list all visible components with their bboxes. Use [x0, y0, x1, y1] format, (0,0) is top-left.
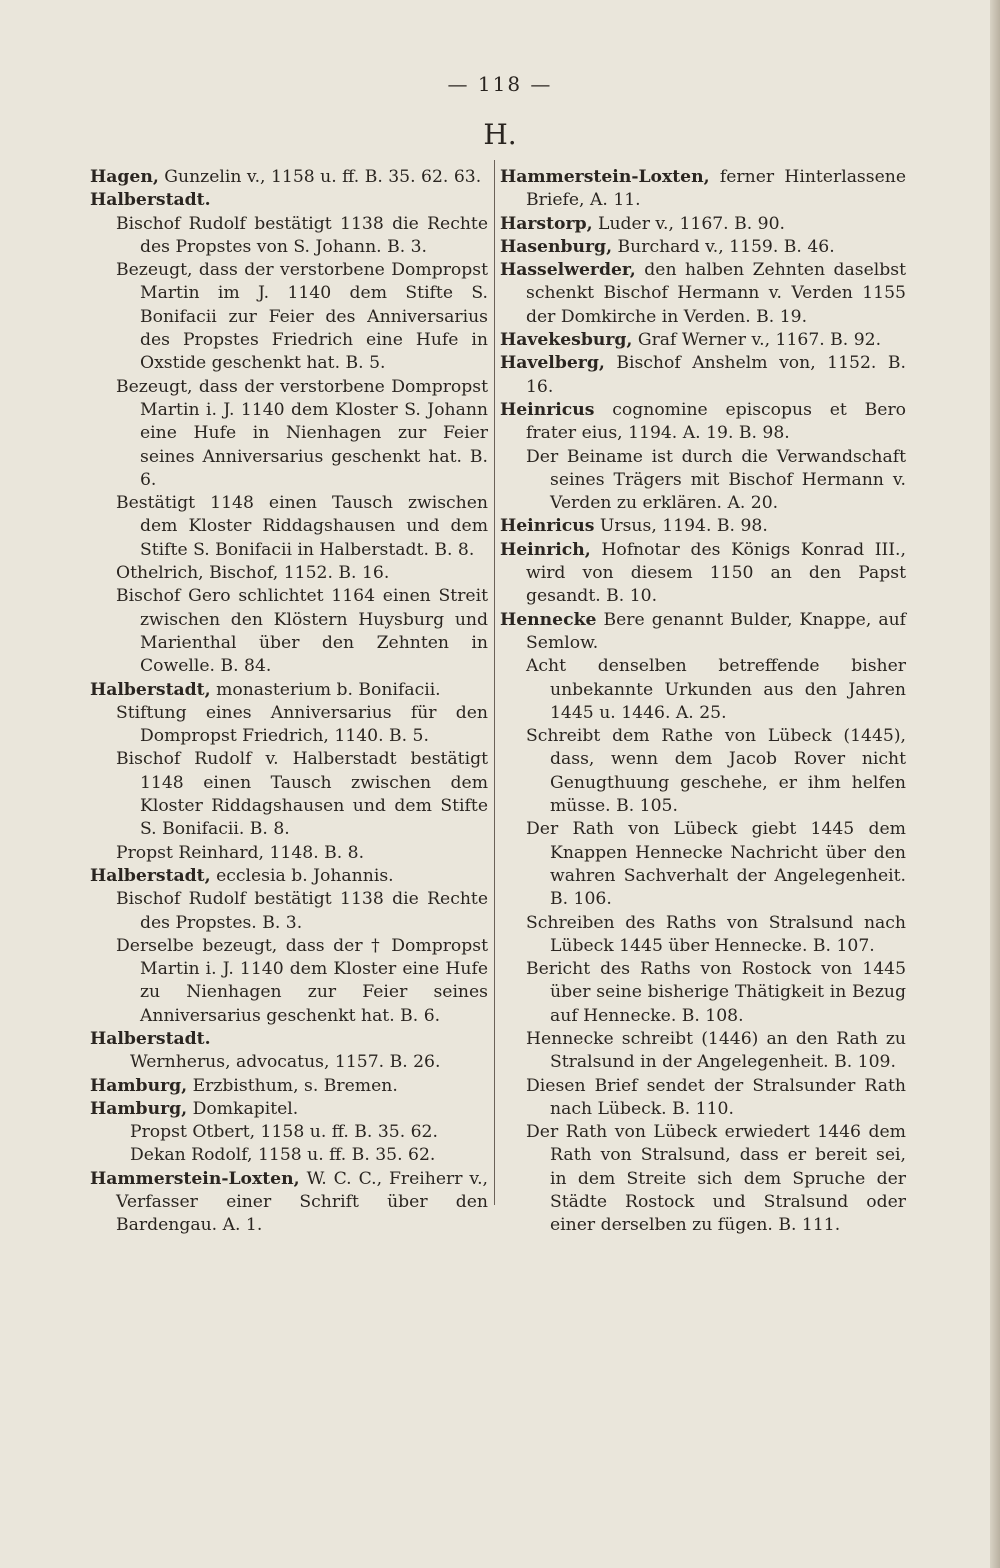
entry-headword: Heinricus: [500, 399, 595, 420]
index-entry: [90, 1098, 488, 1121]
section-letter: H.: [483, 118, 517, 151]
entry-headword: Havekesburg,: [500, 330, 633, 351]
entry-text: Bischof Rudolf bestätigt 1138 die Rechte des Propstes von S. Johann. B. 3.: [116, 213, 488, 257]
index-entry: [90, 888, 488, 935]
entry-headword: Hamburg,: [90, 1075, 188, 1096]
entry-text: Acht denselben betreffende bisher unbekannte Urkunden aus den Jahren 1445 u. 1446. A. 25.: [526, 656, 906, 723]
index-entry: [90, 702, 488, 749]
entry-headword: Hennecke: [500, 609, 597, 630]
entry-text: Derselbe bezeugt, dass der † Dompropst Martin i. J. 1140 dem Kloster eine Hufe zu Nienhagen zur Feier seines Anniversarius geschenkt hat. B. 6.: [116, 935, 488, 1026]
index-entry: [90, 166, 488, 189]
page-number-header: — 118 —: [447, 72, 553, 96]
index-entry: [90, 562, 488, 585]
entry-text: cognomine episcopus et Bero frater eius, 1194. A. 19. B. 98.: [526, 399, 907, 444]
entry-text: Hofnotar des Königs Konrad III., wird von diesem 1150 an den Papst gesandt. B. 10.: [526, 539, 906, 607]
index-entry: [90, 865, 488, 888]
entry-text: Gunzelin v., 1158 u. ff. B. 35. 62. 63.: [164, 167, 482, 187]
entry-headword: Hagen,: [90, 167, 159, 187]
index-entry: [500, 446, 906, 516]
entry-headword: Halberstadt,: [90, 865, 211, 886]
entry-text: Der Rath von Lübeck giebt 1445 dem Knappen Hennecke Nachricht über den wahren Sachverhalt der Angelegenheit. B. 106.: [526, 819, 906, 910]
entry-text: Der Beiname ist durch die Verwandschaft seines Trägers mit Bischof Hermann v. Verden zu erklären. A. 20.: [526, 446, 906, 514]
index-entry: [500, 259, 906, 329]
entry-text: Der Rath von Lübeck erwiedert 1446 dem Rath von Stralsund, dass er bereit sei, in dem Streite sich dem Spruche der Städte Rostock und Stralsund oder einer derselben zu fügen. B. 111.: [526, 1122, 906, 1236]
index-entry: [500, 236, 906, 259]
entry-text: Schreiben des Raths von Stralsund nach Lübeck 1445 über Hennecke. B. 107.: [526, 912, 906, 956]
index-entry: [90, 376, 488, 492]
index-entry: [500, 1121, 906, 1237]
entry-headword: Harstorp,: [500, 213, 593, 234]
index-entry: [500, 166, 906, 213]
entry-headword: Heinrich,: [500, 539, 591, 560]
right-column: [500, 166, 906, 1238]
index-entry: [500, 539, 906, 609]
left-column: [90, 166, 488, 1238]
entry-text: Hennecke schreibt (1446) an den Rath zu Stralsund in der Angelegenheit. B. 109.: [526, 1028, 906, 1073]
entry-text: Bere genannt Bulder, Knappe, auf Semlow.: [526, 609, 906, 653]
index-entry: [90, 748, 488, 841]
entry-text: monasterium b. Bonifacii.: [216, 679, 441, 700]
entry-text: ferner Hinterlassene Briefe, A. 11.: [526, 167, 906, 211]
index-entry: [90, 1121, 488, 1144]
column-divider: [494, 160, 495, 1205]
entry-headword: Heinricus: [500, 516, 595, 537]
index-entry: [90, 189, 488, 212]
index-entry: [90, 1028, 488, 1051]
entry-headword: Havelberg,: [500, 353, 605, 374]
index-entry: [500, 958, 906, 1028]
entry-text: Burchard v., 1159. B. 46.: [617, 236, 835, 257]
entry-text: Othelrich, Bischof, 1152. B. 16.: [116, 563, 390, 584]
index-entry: [90, 213, 488, 260]
entry-text: Bischof Gero schlichtet 1164 einen Streit zwischen den Klöstern Huysburg und Marienthal über den Zehnten in Cowelle. B. 84.: [116, 586, 488, 677]
index-entry: [500, 329, 906, 352]
entry-text: ecclesia b. Johannis.: [216, 865, 394, 886]
index-entry: [500, 725, 906, 818]
index-entry: [90, 585, 488, 678]
entry-text: den halben Zehnten daselbst schenkt Bischof Hermann v. Verden 1155 der Domkirche in Verden. B. 19.: [526, 260, 907, 327]
entry-headword: Hammerstein-Loxten,: [90, 1168, 300, 1189]
entry-text: Graf Werner v., 1167. B. 92.: [637, 330, 882, 351]
entry-text: Bezeugt, dass der verstorbene Dompropst Martin i. J. 1140 dem Kloster S. Johann eine Hufe in Nienhagen zur Feier seines Anniversarius geschenkt hat. B. 6.: [116, 376, 488, 490]
index-entry: [500, 609, 906, 656]
entry-text: W. C. C., Freiherr v., Verfasser einer Schrift über den Bardengau. A. 1.: [116, 1168, 488, 1236]
entry-headword: Hasenburg,: [500, 236, 613, 257]
index-entry: [90, 492, 488, 562]
entry-text: Stiftung eines Anniversarius für den Dompropst Friedrich, 1140. B. 5.: [116, 702, 488, 747]
entry-headword: Halberstadt,: [90, 679, 211, 700]
index-entry: [90, 1168, 488, 1238]
entry-text: Luder v., 1167. B. 90.: [598, 213, 786, 234]
entry-headword: Halberstadt.: [90, 190, 211, 211]
index-entry: [500, 399, 906, 446]
index-entry: [500, 352, 906, 399]
index-entry: [500, 1028, 906, 1075]
entry-text: Schreibt dem Rathe von Lübeck (1445), dass, wenn dem Jacob Rover nicht Genugthuung geschehe, er ihm helfen müsse. B. 105.: [526, 726, 906, 817]
entry-text: Bestätigt 1148 einen Tausch zwischen dem Kloster Riddagshausen und dem Stifte S. Bonifacii in Halberstadt. B. 8.: [116, 493, 488, 560]
entry-text: Dekan Rodolf, 1158 u. ff. B. 35. 62.: [130, 1145, 436, 1166]
index-entry: [90, 842, 488, 865]
index-entry: [500, 655, 906, 725]
index-entry: [90, 259, 488, 375]
entry-text: Erzbisthum, s. Bremen.: [192, 1075, 398, 1096]
index-entry: [90, 1051, 488, 1074]
entry-text: Propst Reinhard, 1148. B. 8.: [116, 842, 365, 863]
entry-text: Bischof Rudolf v. Halberstadt bestätigt 1148 einen Tausch zwischen dem Kloster Riddagshausen und dem Stifte S. Bonifacii. B. 8.: [116, 749, 488, 840]
entry-text: Propst Otbert, 1158 u. ff. B. 35. 62.: [130, 1122, 438, 1143]
entry-text: Bischof Rudolf bestätigt 1138 die Rechte des Propstes. B. 3.: [116, 889, 488, 933]
index-entry: [90, 1075, 488, 1098]
entry-headword: Hasselwerder,: [500, 260, 636, 281]
entry-text: Bischof Anshelm von, 1152. B. 16.: [526, 353, 906, 397]
entry-text: Bezeugt, dass der verstorbene Dompropst Martin im J. 1140 dem Stifte S. Bonifacii zur Feier des Anniversarius des Propstes Friedrich eine Hufe in Oxstide geschenkt hat. B. 5.: [116, 260, 488, 374]
page-edge: [990, 0, 1000, 1568]
index-entry: [500, 515, 906, 538]
index-entry: [90, 679, 488, 702]
index-entry: [500, 818, 906, 911]
entry-text: Diesen Brief sendet der Stralsunder Rath nach Lübeck. B. 110.: [526, 1075, 906, 1119]
entry-headword: Hamburg,: [90, 1098, 188, 1119]
index-entry: [90, 935, 488, 1028]
index-entry: [500, 213, 906, 236]
entry-text: Wernherus, advocatus, 1157. B. 26.: [130, 1052, 441, 1073]
index-entry: [500, 912, 906, 959]
index-entry: [500, 1075, 906, 1122]
entry-text: Domkapitel.: [192, 1098, 299, 1119]
entry-headword: Hammerstein-Loxten,: [500, 167, 710, 187]
index-entry: [90, 1144, 488, 1167]
entry-text: Ursus, 1194. B. 98.: [599, 516, 768, 537]
entry-headword: Halberstadt.: [90, 1028, 211, 1049]
entry-text: Bericht des Raths von Rostock von 1445 über seine bisherige Thätigkeit in Bezug auf Hennecke. B. 108.: [526, 959, 906, 1026]
